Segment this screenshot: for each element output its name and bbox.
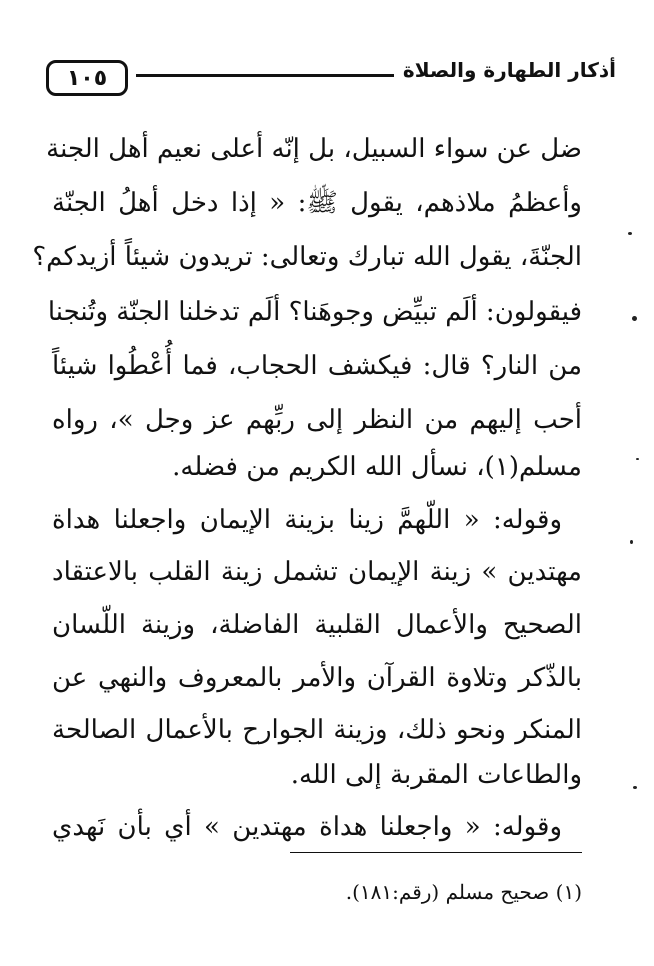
text-line: الجنّةَ، يقول الله تبارك وتعالى: تريدون شيئاً أزيدكم؟ — [32, 242, 582, 272]
text-line: المنكر ونحو ذلك، وزينة الجوارح بالأعمال الصالحة — [52, 715, 582, 745]
footnote-rule — [290, 852, 582, 853]
page-number-badge — [46, 60, 128, 96]
text-line: الصحيح والأعمال القلبية الفاضلة، وزينة اللّسان — [52, 610, 582, 640]
text-line: من النار؟ قال: فيكشف الحجاب، فما أُعْطُوا شيئاً — [52, 351, 582, 381]
page-number: ١٠٥ — [66, 65, 108, 91]
scan-speck — [630, 540, 633, 544]
text-line: ضل عن سواء السبيل، بل إنّه أعلى نعيم أهل الجنة — [46, 134, 582, 164]
text-line: والطاعات المقربة إلى الله. — [290, 760, 582, 790]
text-line: فيقولون: ألَم تبيِّض وجوهَنا؟ ألَم تدخلنا الجنّة وتُنجنا — [47, 297, 582, 327]
text-line: وأعظمُ ملاذهم، يقول ﷺ: « إذا دخل أهلُ الجنّة — [52, 188, 582, 218]
scan-speck — [628, 232, 632, 235]
page-header — [40, 54, 616, 102]
scan-speck — [636, 458, 639, 460]
text-line: مهتدين » زينة الإيمان تشمل زينة القلب بالاعتقاد — [52, 557, 582, 587]
footnote: (١) صحيح مسلم (رقم:١٨١). — [345, 880, 582, 904]
header-rule — [136, 74, 394, 77]
scan-speck — [632, 316, 637, 321]
text-line: بالذّكر وتلاوة القرآن والأمر بالمعروف والنهي عن — [52, 663, 582, 693]
running-title: أذكار الطهارة والصلاة — [402, 58, 616, 82]
text-line: أحب إليهم من النظر إلى ربِّهم عز وجل »، رواه — [52, 405, 582, 435]
scan-speck — [633, 786, 637, 789]
text-line: مسلم(١)، نسأل الله الكريم من فضله. — [172, 452, 582, 482]
text-line: وقوله: « اللّهمَّ زينا بزينة الإيمان واجعلنا هداة — [52, 505, 562, 535]
text-line: وقوله: « واجعلنا هداة مهتدين » أي بأن نَهدي — [52, 812, 562, 842]
